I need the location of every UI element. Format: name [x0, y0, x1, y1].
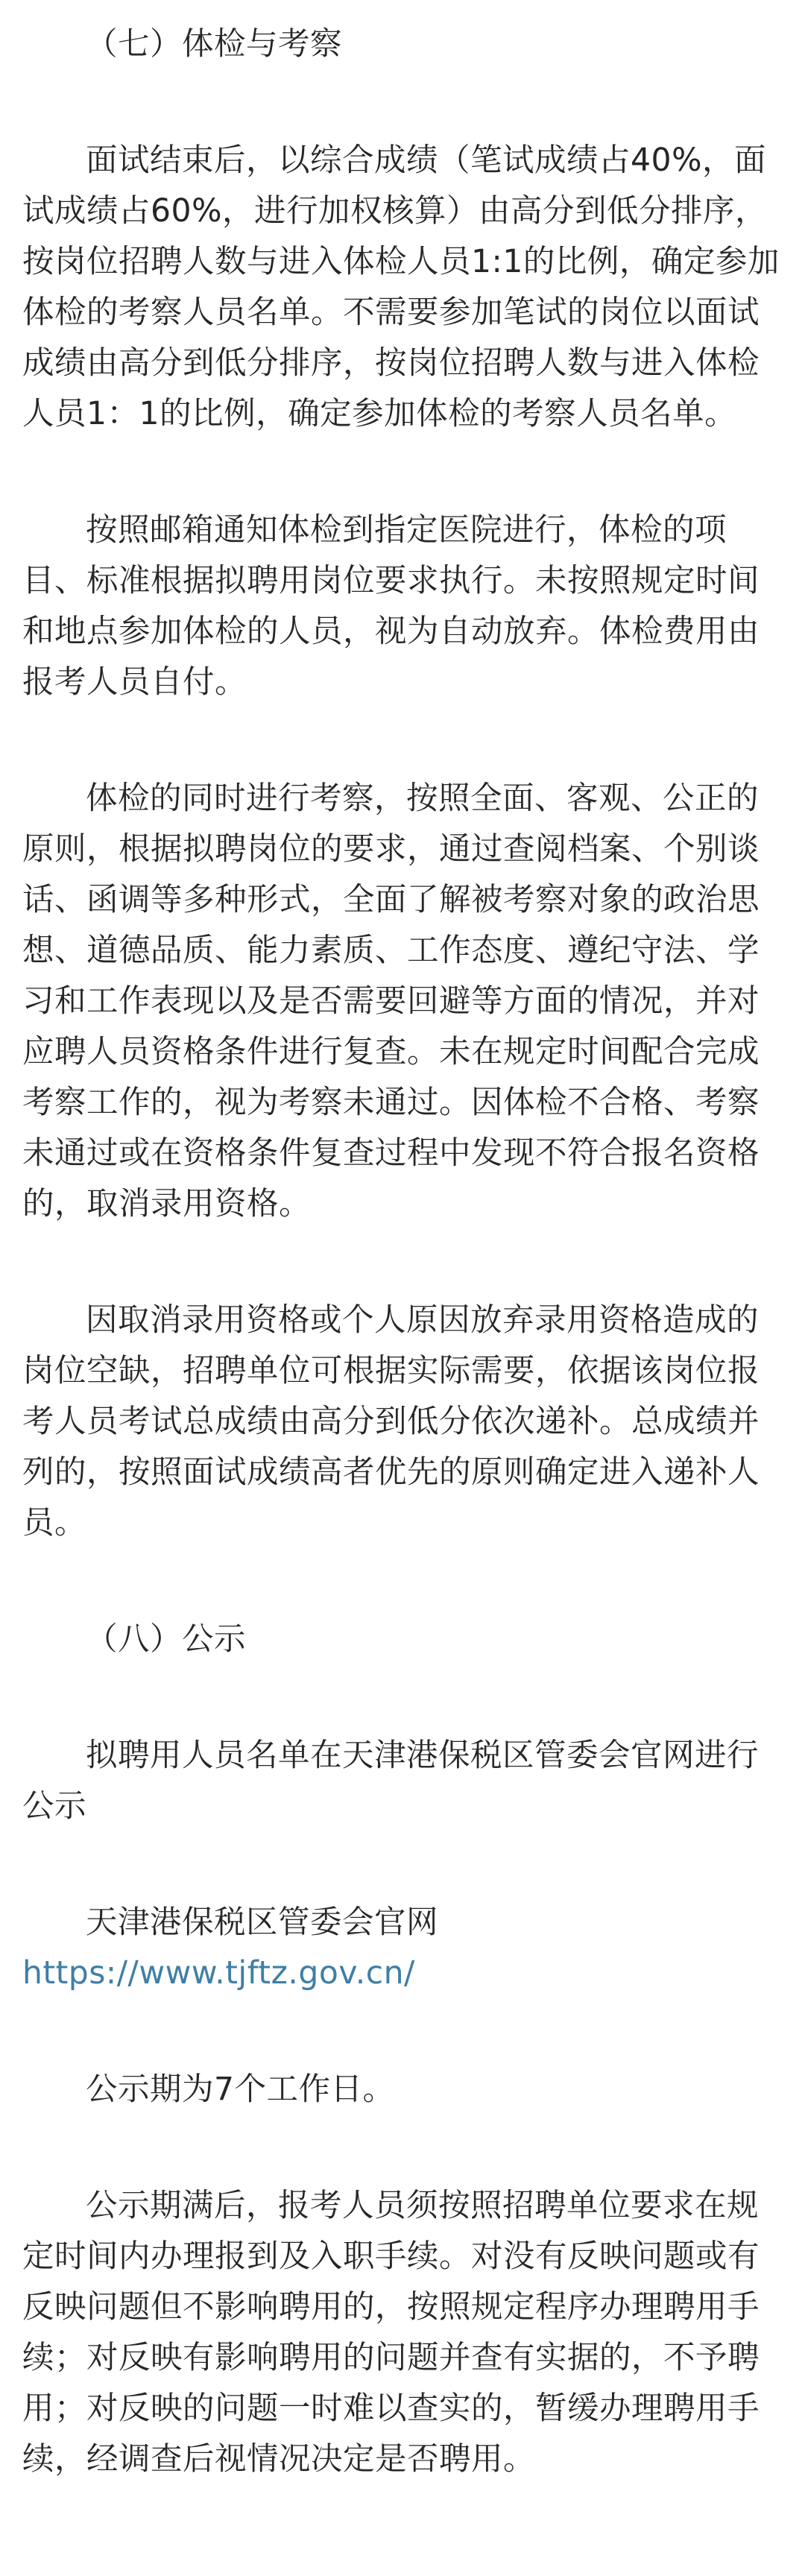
paragraph-after-publicity: 公示期满后，报考人员须按照招聘单位要求在规定时间内办理报到及入职手续。对没有反映问题或有反映问题但不影响聘用的，按照规定程序办理聘用手续；对反映有影响聘用的问题并查有实据的，不予聘用；对反映的问题一时难以查实的，暂缓办理聘用手续，经调查后视情况决定是否聘用。 [22, 2188, 760, 2478]
paragraph-exam-procedure: 按照邮箱通知体检到指定医院进行，体检的项目、标准根据拟聘用岗位要求执行。未按照规定时间和地点参加体检的人员，视为自动放弃。体检费用由报考人员自付。 [22, 512, 760, 701]
section-heading-physical-exam: （七）体检与考察 [86, 26, 343, 63]
section-heading-publicity: （八）公示 [86, 1621, 247, 1658]
site-link-line [22, 1948, 783, 1999]
paragraph-investigation: 体检的同时进行考察，按照全面、客观、公正的原则，根据拟聘岗位的要求，通过查阅档案、个别谈话、函调等多种形式，全面了解被考察对象的政治思想、道德品质、能力素质、工作态度、遵纪守法、学习和工作表现以及是否需要回避等方面的情况，并对应聘人员资格条件进行复查。未在规定时间配合完成考察工作的，视为考察未通过。因体检不合格、考察未通过或在资格条件复查过程中发现不符合报名资格的，取消录用资格。 [22, 780, 760, 1222]
paragraph-site-name: 天津港保税区管委会官网 [86, 1904, 439, 1941]
paragraph-ranking-rule: 面试结束后，以综合成绩（笔试成绩占40%，面试成绩占60%，进行加权核算）由高分到低分排序，按岗位招聘人数与进入体检人员1:1的比例，确定参加体检的考察人员名单。不需要参加笔试的岗位以面试成绩由高分到低分排序，按岗位招聘人数与进入体检人员1：1的比例，确定参加体检的考察人员名单。 [22, 142, 780, 432]
paragraph-vacancy-filling: 因取消录用资格或个人原因放弃录用资格造成的岗位空缺，招聘单位可根据实际需要，依据该岗位报考人员考试总成绩由高分到低分依次递补。总成绩并列的，按照面试成绩高者优先的原则确定进入递补人员。 [22, 1302, 760, 1541]
paragraph-publicity-period: 公示期为7个工作日。 [86, 2071, 395, 2108]
official-site-link[interactable]: https://www.tjftz.gov.cn/ [22, 1955, 415, 1992]
paragraph-publicity-intro: 拟聘用人员名单在天津港保税区管委会官网进行公示 [22, 1737, 760, 1825]
